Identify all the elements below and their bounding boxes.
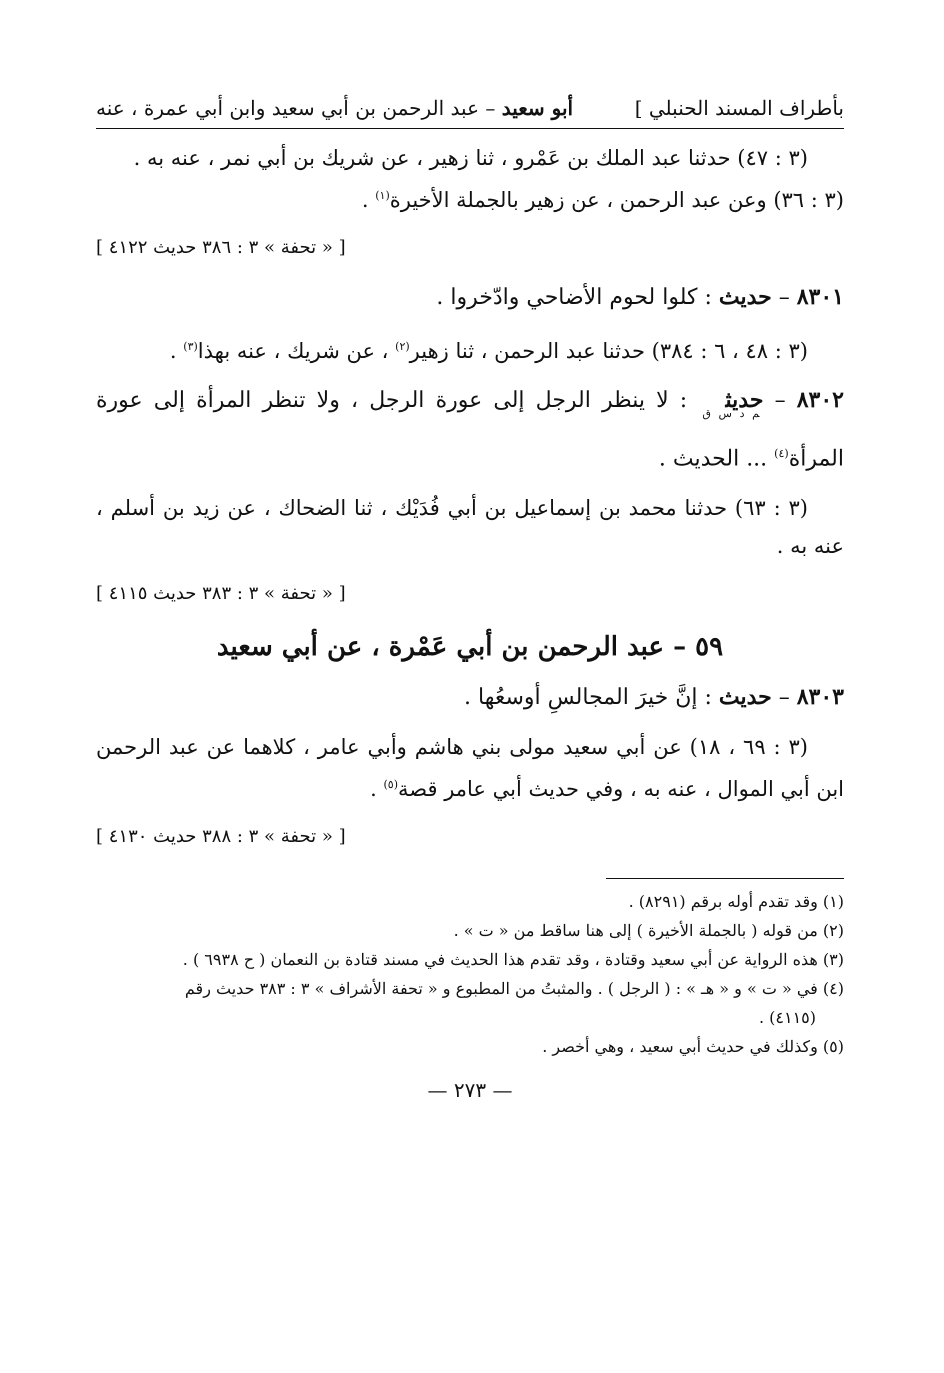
section-heading: ٥٩ – عبد الرحمن بن أبي عَمْرة ، عن أبي سعيد xyxy=(216,632,724,663)
isnad-text: (٣ : ٤٨ ، ٦ : ٣٨٤) حدثنا عبد الرحمن ، ثنا زهير xyxy=(409,339,808,363)
footnote-3: (٣) هذه الرواية عن أبي سعيد وقتادة ، وقد تقدم هذا الحديث في مسند قتادة بن النعمان ( ح ٦٩٣٨ ) . xyxy=(182,950,844,970)
header-author: أبو سعيد xyxy=(501,96,574,120)
isnad-text-end: . xyxy=(370,777,384,802)
footnote-ref-5: (٥) xyxy=(383,778,399,792)
isnad-paragraph-1 xyxy=(96,139,844,219)
footnote-1: (١) وقد تقدم أوله برقم (٨٢٩١) . xyxy=(628,892,844,912)
isnad-text: (٣ : ٦٩ ، ١٨) عن أبي سعيد مولى بني هاشم وأبي عامر ، كلاهما عن عبد الرحمن ابن أبي الموال ، عنه به ، وفي حديث أبي عامر قصة xyxy=(96,735,844,802)
isnad-paragraph-3: (٣ : ٦٣) حدثنا محمد بن إسماعيل بن أبي فُدَيْك ، ثنا الضحاك ، عن زيد بن أسلم ، عنه به . xyxy=(96,496,844,559)
hadith-8303: ٨٣٠٣ – حديث : إنَّ خيرَ المجالسِ أوسعُها . xyxy=(464,684,844,711)
hadith-text: : كلوا لحوم الأضاحي وادّخروا . xyxy=(436,285,719,310)
hadith-number: ٨٣٠٣ xyxy=(796,684,844,711)
hadith-text-end: ... الحديث . xyxy=(658,446,775,472)
hadith-number: ٨٣٠٢ xyxy=(796,387,844,413)
isnad-paragraph-2 xyxy=(96,328,844,370)
document-page xyxy=(96,92,844,1105)
isnad-paragraph-4 xyxy=(96,728,844,808)
hadith-keyword: حديث xyxy=(725,387,764,413)
running-header xyxy=(96,92,844,129)
hadith-keyword: حديث xyxy=(718,284,772,310)
sigla-symbols: م د س ق xyxy=(702,407,760,420)
isnad-text-cont: ، عن شريك ، عنه بهذا xyxy=(197,339,396,363)
hadith-number: ٨٣٠١ xyxy=(796,284,844,310)
header-left xyxy=(96,92,573,124)
hadith-text: : إنَّ خيرَ المجالسِ أوسعُها . xyxy=(464,685,719,711)
tuhfa-reference-3: [ « تحفة » ٣ : ٣٨٨ حديث ٤١٣٠ ] xyxy=(96,826,346,848)
isnad-line-2: (٣ : ٣٦) وعن عبد الرحمن ، عن زهير بالجملة الأخيرة xyxy=(389,188,844,212)
footnote-ref-4: (٤) xyxy=(774,447,789,460)
tuhfa-reference-2: [ « تحفة » ٣ : ٣٨٣ حديث ٤١١٥ ] xyxy=(96,583,346,605)
hadith-text: : لا ينظر الرجل إلى عورة الرجل ، ولا تنظر المرأة إلى عورة المرأة xyxy=(96,388,844,472)
tuhfa-reference-1: [ « تحفة » ٣ : ٣٨٦ حديث ٤١٢٢ ] xyxy=(96,237,346,258)
hadith-8301: ٨٣٠١ – حديث : كلوا لحوم الأضاحي وادّخروا . xyxy=(436,284,844,310)
page-number: — ٢٧٣ — xyxy=(427,1078,513,1103)
footnote-ref-2: (٢) xyxy=(395,340,410,353)
footnote-ref-3: (٣) xyxy=(183,340,198,353)
footnote-separator xyxy=(606,878,844,879)
footnote-5: (٥) وكذلك في حديث أبي سعيد ، وهي أخصر . xyxy=(542,1037,844,1057)
hadith-8302: ٨٣٠٢ – حديث$_{م د س ق}$ : لا ينظر الرجل إلى عورة الرجل ، ولا تنظر المرأة إلى عورة المرأة$^{(٤)}$ ... الحديث . xyxy=(96,387,844,472)
isnad-line-1: (٣ : ٤٧) حدثنا عبد الملك بن عَمْرو ، ثنا زهير ، عن شريك بن أبي نمر ، عنه به . xyxy=(133,146,808,170)
header-chain: – عبد الرحمن بن أبي سعيد وابن أبي عمرة ، عنه xyxy=(96,96,502,120)
footnote-ref-1: (١) xyxy=(375,189,390,202)
isnad-line-2-end: . xyxy=(361,188,376,212)
footnote-4: (٤) في « ت » و « هـ » : ( الرجل ) . والمثبتُ من المطبوع و « تحفة الأشراف » ٣ : ٣٨٣ حديث رقم xyxy=(184,979,844,999)
header-book-title: بأطراف المسند الحنبلي ] xyxy=(634,96,844,120)
hadith-keyword: حديث xyxy=(718,684,772,711)
footnote-4-continued: (٤١١٥) . xyxy=(758,1008,816,1028)
footnote-2: (٢) من قوله ( بالجملة الأخيرة ) إلى هنا ساقط من « ت » . xyxy=(453,921,844,941)
isnad-text-end: . xyxy=(169,339,184,363)
